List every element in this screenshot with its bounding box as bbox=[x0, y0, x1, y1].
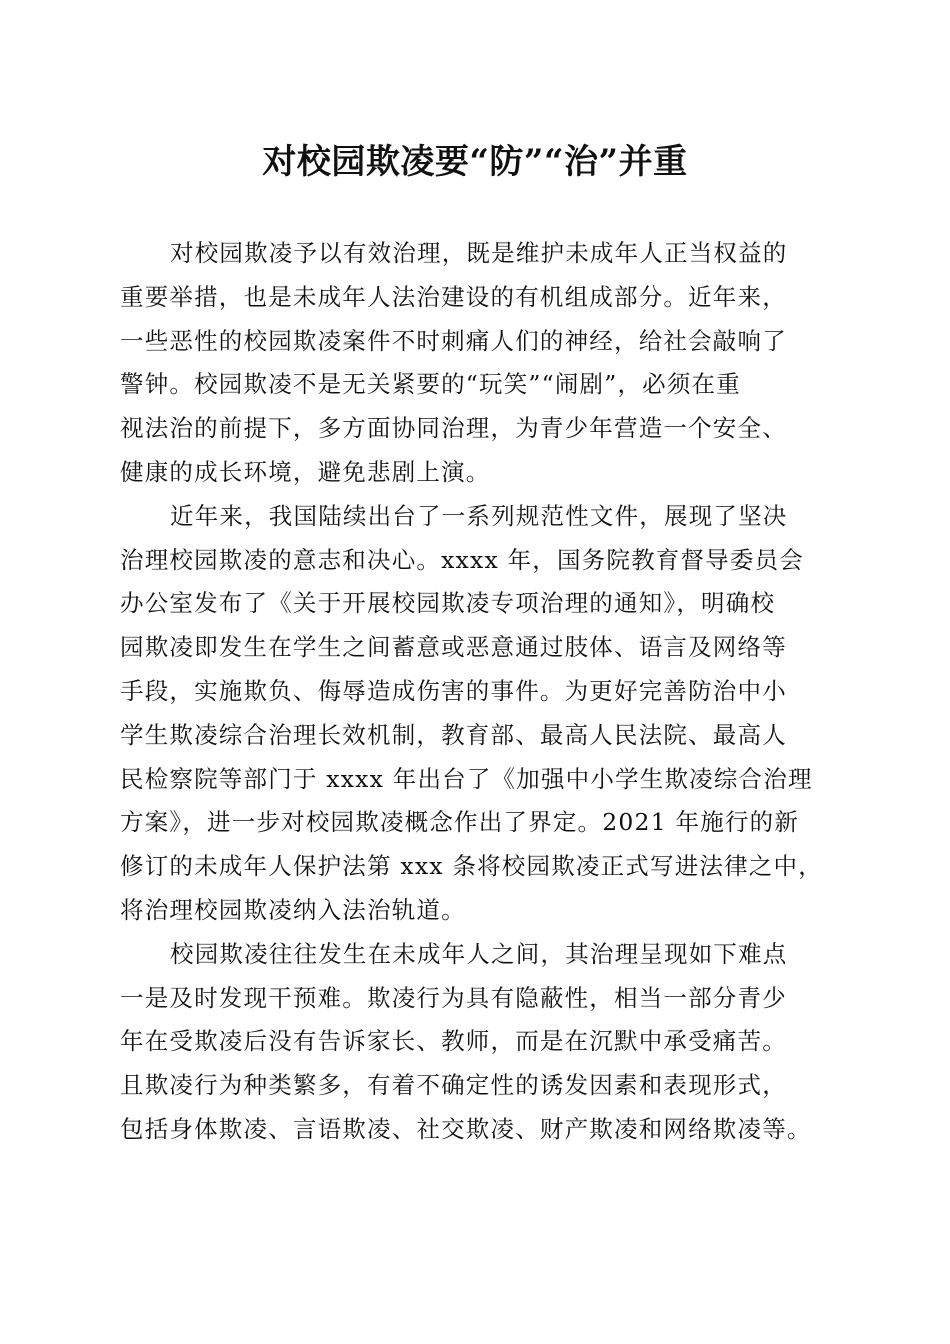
paragraph-line: 且欺凌行为种类繁多，有着不确定性的诱发因素和表现形式， bbox=[120, 1071, 787, 1100]
paragraph-line: 治理校园欺凌的意志和决心。xxxx 年，国务院教育督导委员会 bbox=[120, 545, 804, 574]
paragraph-line: 健康的成长环境，避免悲剧上演。 bbox=[120, 457, 491, 486]
paragraph-1 bbox=[120, 232, 832, 495]
paragraph-line: 年在受欺凌后没有告诉家长、教师，而是在沉默中承受痛苦。 bbox=[120, 1027, 787, 1056]
paragraph-2 bbox=[120, 495, 832, 933]
paragraph-line: 方案》，进一步对校园欺凌概念作出了界定。2021 年施行的新 bbox=[120, 808, 800, 837]
paragraph-line: 办公室发布了《关于开展校园欺凌专项治理的通知》，明确校 bbox=[120, 589, 776, 618]
paragraph-line: 修订的未成年人保护法第 xxx 条将校园欺凌正式写进法律之中， bbox=[120, 852, 823, 881]
paragraph-line: 一是及时发现干预难。欺凌行为具有隐蔽性，相当一部分青少 bbox=[120, 983, 787, 1012]
paragraph-line: 重要举措，也是未成年人法治建设的有机组成部分。近年来， bbox=[120, 282, 787, 311]
paragraph-line: 一些恶性的校园欺凌案件不时刺痛人们的神经，给社会敲响了 bbox=[120, 326, 787, 355]
paragraph-line: 对校园欺凌予以有效治理，既是维护未成年人正当权益的 bbox=[170, 239, 788, 267]
paragraph-3 bbox=[120, 933, 832, 1152]
paragraph-line: 视法治的前提下，多方面协同治理，为青少年营造一个安全、 bbox=[120, 414, 787, 443]
paragraph-line: 警钟。校园欺凌不是无关紧要的“玩笑”“闹剧”，必须在重 bbox=[120, 370, 741, 399]
paragraph-line: 民检察院等部门于 xxxx 年出台了《加强中小学生欺凌综合治理 bbox=[120, 764, 813, 793]
paragraph-line: 学生欺凌综合治理长效机制，教育部、最高人民法院、最高人 bbox=[120, 720, 787, 749]
paragraph-line: 园欺凌即发生在学生之间蓄意或恶意通过肢体、语言及网络等 bbox=[120, 633, 787, 662]
paragraph-line: 手段，实施欺负、侮辱造成伤害的事件。为更好完善防治中小 bbox=[120, 676, 787, 705]
document-body bbox=[120, 232, 832, 1152]
document-title: 对校园欺凌要“防”“治”并重 bbox=[262, 142, 688, 182]
paragraph-line: 包括身体欺凌、言语欺凌、社交欺凌、财产欺凌和网络欺凌等。 bbox=[120, 1114, 812, 1143]
paragraph-line: 将治理校园欺凌纳入法治轨道。 bbox=[120, 895, 466, 924]
paragraph-line: 校园欺凌往往发生在未成年人之间，其治理呈现如下难点 bbox=[170, 939, 788, 968]
paragraph-line: 近年来，我国陆续出台了一系列规范性文件，展现了坚决 bbox=[170, 501, 788, 530]
